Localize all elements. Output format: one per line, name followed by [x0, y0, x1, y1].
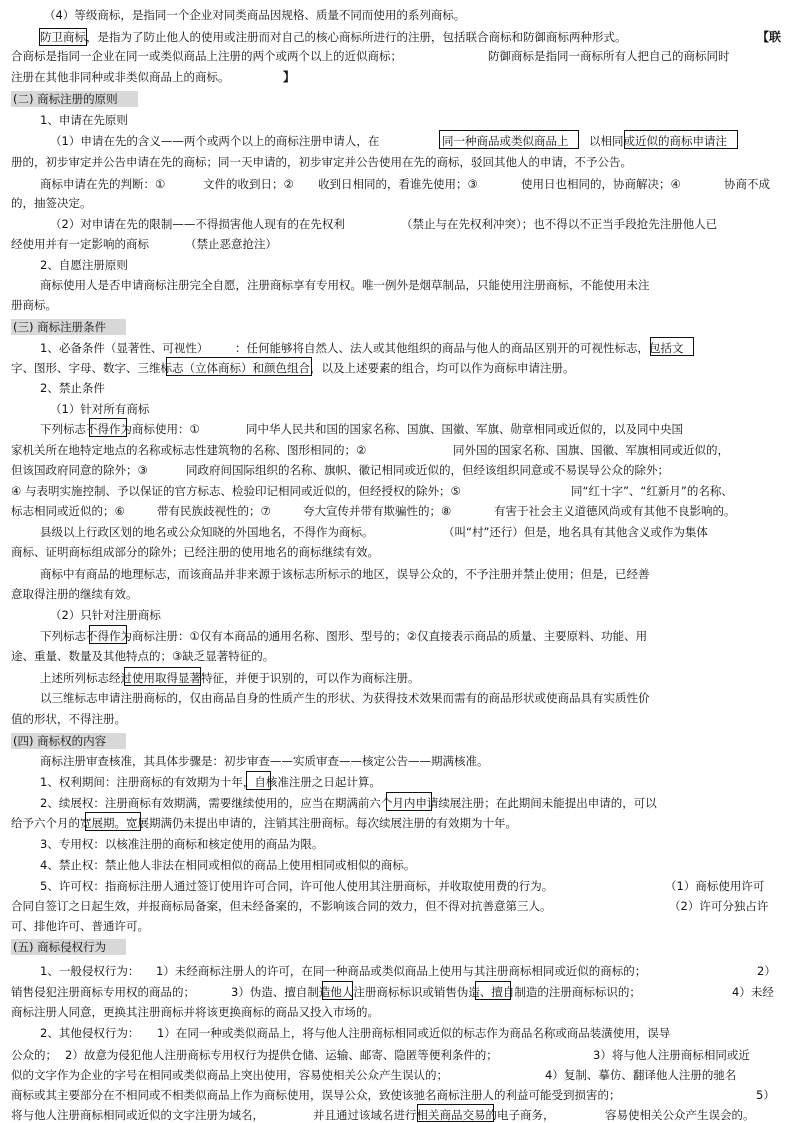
text-line: 公众的；: [11, 1048, 57, 1062]
text-line: 4）复制、摹仿、翻译他人注册的驰名: [545, 1068, 737, 1082]
text-line: 1、申请在先原则: [40, 113, 128, 127]
text-line: 有害于社会主义道德风尚或有其他不良影响的。: [494, 504, 736, 518]
highlight-box: [439, 130, 579, 149]
text-line: 3、专用权：以核准注册的商标和核定使用的商品为限。: [40, 837, 324, 851]
text-line: 标志相同或近似的；⑥: [11, 504, 125, 518]
text-line: 可、排他许可、普通许可。: [11, 919, 149, 933]
text-line: （禁止与在先权利冲突）；也不得以不正当手段抢先注册他人已: [401, 217, 718, 231]
text-line: 防御商标是指同一商标所有人把自己的商标同时: [488, 49, 730, 63]
text-line: 商标注册人同意，更换其注册商标并将该更换商标的商品又投入市场的。: [11, 1005, 379, 1019]
text-line: （2）对申请在先的限制——不得损害他人现有的在先权利: [50, 217, 345, 231]
text-line: 商标注册审查核准，其具体步骤是：初步审查——实质审查——核定公告——期满核准。: [40, 754, 489, 768]
text-line: 册的，初步审定并公告申请在先的商标；同一天申请的，初步审定并公告使用在先的商标，驳回其他人的申请，不予公告。: [11, 155, 632, 169]
text-line: 但该国政府同意的除外；③: [11, 463, 148, 477]
text-line: 并且通过该域名进行相关商品交易的电子商务，: [313, 1108, 555, 1122]
text-line: 2、续展权：注册商标有效期满，需要继续使用的，应当在期满前六个月内申请续展注册；在此期间未能提出申请的，可以: [40, 796, 657, 810]
text-line: 意取得注册的继续有效。: [11, 587, 138, 601]
text-line: 5）: [756, 1088, 775, 1102]
text-line: 协商不成: [724, 177, 770, 191]
text-line: 商标或其主要部分在不相同或不相类似商品上作为商标使用，误导公众，致使该驰名商标注册人的利益可能受到损害的；: [11, 1088, 621, 1102]
text-line: 经使用并有一定影响的商标: [11, 237, 149, 251]
bracket-close: 】: [283, 70, 296, 84]
text-line: （1）针对所有商标: [50, 402, 150, 416]
highlight-box: [650, 337, 694, 356]
text-line: ④ 与表明实施控制、予以保证的官方标志、检验印记相同或近似的，但经授权的除外；⑤: [11, 484, 461, 498]
text-line: 2、禁止条件: [40, 381, 105, 395]
highlight-box: [89, 418, 127, 437]
text-line: （1）申请在先的含义——两个或两个以上的商标注册申请人，在: [50, 134, 380, 148]
text-line: 5、许可权：指商标注册人通过签订使用许可合同，许可他人使用其注册商标，并收取使用费的行为。: [40, 879, 554, 893]
text-line: 字、图形、字母、数字、三维标志（立体商标）和颜色组合，以及上述要素的组合，均可以作为商标申请注册。: [11, 361, 575, 375]
section-heading-trademark-rights: (四) 商标权的内容: [11, 733, 126, 749]
text-line: 2、其他侵权行为：: [40, 1026, 140, 1040]
text-line: 以三维标志申请注册商标的，仅由商品自身的性质产生的形状、为获得技术效果而需有的商品形状或使商品具有实质性价: [40, 691, 650, 705]
text-line: 夸大宣传并带有欺骗性的；⑧: [303, 504, 452, 518]
text-line: 文件的收到日；②: [203, 177, 294, 191]
text-line: 下列标志不得作为商标使用：①: [40, 422, 200, 436]
text-line: 值的形状，不得注册。: [11, 712, 126, 726]
text-line: 2、自愿注册原则: [40, 258, 128, 272]
text-line: 合商标是指同一企业在同一或类似商品上注册的两个或两个以上的近似商标；: [11, 49, 402, 63]
text-line: 注册在其他非同种或非类似商品上的商标。: [11, 70, 230, 84]
text-line: 下列标志不得作为商标注册：①仅有本商品的通用名称、图形、型号的；②仅直接表示商品的质量、主要原料、功能、用: [40, 629, 648, 643]
text-line: （2）只针对注册商标: [50, 608, 161, 622]
section-heading-registration-principles: (二) 商标注册的原则: [11, 91, 138, 107]
highlight-box: [124, 667, 201, 686]
text-line: 将与他人注册商标相同或近似的文字注册为域名，: [11, 1108, 264, 1122]
text-line: （禁止恶意抢注）: [185, 237, 277, 251]
text-line: 容易使相关公众产生误会的。: [605, 1108, 755, 1122]
text-line: 防卫商标，是指为了防止他人的使用或注册而对自己的核心商标所进行的注册，包括联合商标和防御商标两种形式。: [40, 30, 627, 44]
text-line: 1、必备条件（显著性、可视性）: [40, 341, 209, 355]
highlight-box: [85, 812, 141, 831]
text-line: 途、重量、数量及其他特点的；③缺乏显著特征的。: [11, 649, 275, 663]
text-line: 1、一般侵权行为：: [40, 964, 140, 978]
text-line: 似的文字作为企业的字号在相同或类似商品上突出使用，容易使相关公众产生误认的；: [11, 1068, 448, 1082]
text-line: 县级以上行政区划的地名或公众知晓的外国地名，不得作为商标。: [40, 525, 374, 539]
bracket-open: 【联: [757, 30, 782, 44]
text-line: 1、权利期间：注册商标的有效期为十年，自核准注册之日起计算。: [40, 775, 381, 789]
text-line: 同“红十字”、“红新月”的名称、: [571, 484, 733, 498]
text-line: 册商标。: [11, 298, 57, 312]
highlight-box: [624, 130, 738, 149]
text-line: 3）伪造、擅自制造他人注册商标标识或销售伪造、擅自制造的注册商标标识的；: [231, 985, 641, 999]
text-line: 同一种商品或类似商品上: [442, 134, 569, 148]
text-line: 同外国的国家名称、国旗、国徽、军旗相同或近似的，: [453, 443, 729, 457]
text-line: 的，抽签决定。: [11, 196, 92, 210]
text-line: ：任何能够将自然人、法人或其他组织的商品与他人的商品区别开的可视性标志，包括文: [235, 341, 684, 355]
highlight-box: [475, 981, 511, 1000]
highlight-box: [166, 357, 312, 376]
text-line: 商标、证明商标组成部分的除外；已经注册的使用地名的商标继续有效。: [11, 545, 379, 559]
text-line: 给予六个月的宽展期。宽展期满仍未提出申请的，注销其注册商标。每次续展注册的有效期为十年。: [11, 816, 517, 830]
section-heading-infringement: (五) 商标侵权行为: [11, 939, 126, 955]
text-line: 上述所列标志经过使用取得显著特征，并便于识别的，可以作为商标注册。: [40, 671, 420, 685]
text-line: （2）许可分独占许: [669, 899, 769, 913]
text-line: 商标使用人是否申请商标注册完全自愿，注册商标享有专用权。唯一例外是烟草制品，只能使用注册商标，不能使用未注: [40, 278, 650, 292]
highlight-box: [39, 28, 87, 46]
highlight-box: [89, 625, 127, 644]
text-line: （4）等级商标，是指同一个企业对同类商品因规格、质量不同而使用的系列商标。: [44, 8, 466, 22]
highlight-box: [386, 792, 432, 811]
text-line: （1）商标使用许可: [665, 879, 765, 893]
text-line: 2）: [757, 964, 776, 978]
text-line: 收到日相同的，看谁先使用；③: [318, 177, 478, 191]
text-line: 3）将与他人注册商标相同或近: [593, 1048, 750, 1062]
text-line: 家机关所在地特定地点的名称或标志性建筑物的名称、图形相同的；②: [11, 443, 367, 457]
text-line: 销售侵犯注册商标专用权的商品的；: [11, 985, 195, 999]
text-line: 1）未经商标注册人的许可，在同一种商品或类似商品上使用与其注册商标相同或近似的商标的；: [156, 964, 647, 978]
text-line: （叫“村”还行）但是，地名具有其他含义或作为集体: [443, 525, 708, 539]
text-line: 使用日也相同的，协商解决；④: [521, 177, 681, 191]
text-line: 4）未经: [732, 985, 774, 999]
text-line: 1）在同一种或类似商品上，将与他人注册商标相同或近似的标志作为商品名称或商品装潢使用，误导: [157, 1026, 671, 1040]
text-line: 4、禁止权：禁止他人非法在相同或相似的商品上使用相同或相似的商标。: [40, 858, 416, 872]
text-line: 合同自签订之日起生效，并报商标局备案，但未经备案的，不影响该合同的效力，但不得对抗善意第三人。: [11, 899, 552, 913]
text-line: 带有民族歧视性的；⑦: [157, 504, 271, 518]
text-line: 2）故意为侵犯他人注册商标专用权行为提供仓储、运输、邮寄、隐匿等便利条件的；: [65, 1048, 498, 1062]
text-line: 商标申请在先的判断：①: [40, 177, 166, 191]
highlight-box: [417, 1104, 494, 1122]
highlight-box: [246, 771, 271, 790]
highlight-box: [322, 981, 353, 1000]
text-line: 以相同或近似的商标申请注: [589, 134, 727, 148]
text-line: 同政府间国际组织的名称、旗帜、徽记相同或近似的，但经该组织同意或不易误导公众的除外；: [186, 463, 669, 477]
text-line: 商标中有商品的地理标志，而该商品并非来源于该标志所标示的地区，误导公众的，不予注册并禁止使用；但是，已经善: [40, 567, 650, 581]
section-heading-registration-conditions: (三) 商标注册条件: [11, 319, 126, 335]
text-line: 同中华人民共和国的国家名称、国旗、国徽、军旗、勋章相同或近似的，以及同中央国: [246, 422, 683, 436]
